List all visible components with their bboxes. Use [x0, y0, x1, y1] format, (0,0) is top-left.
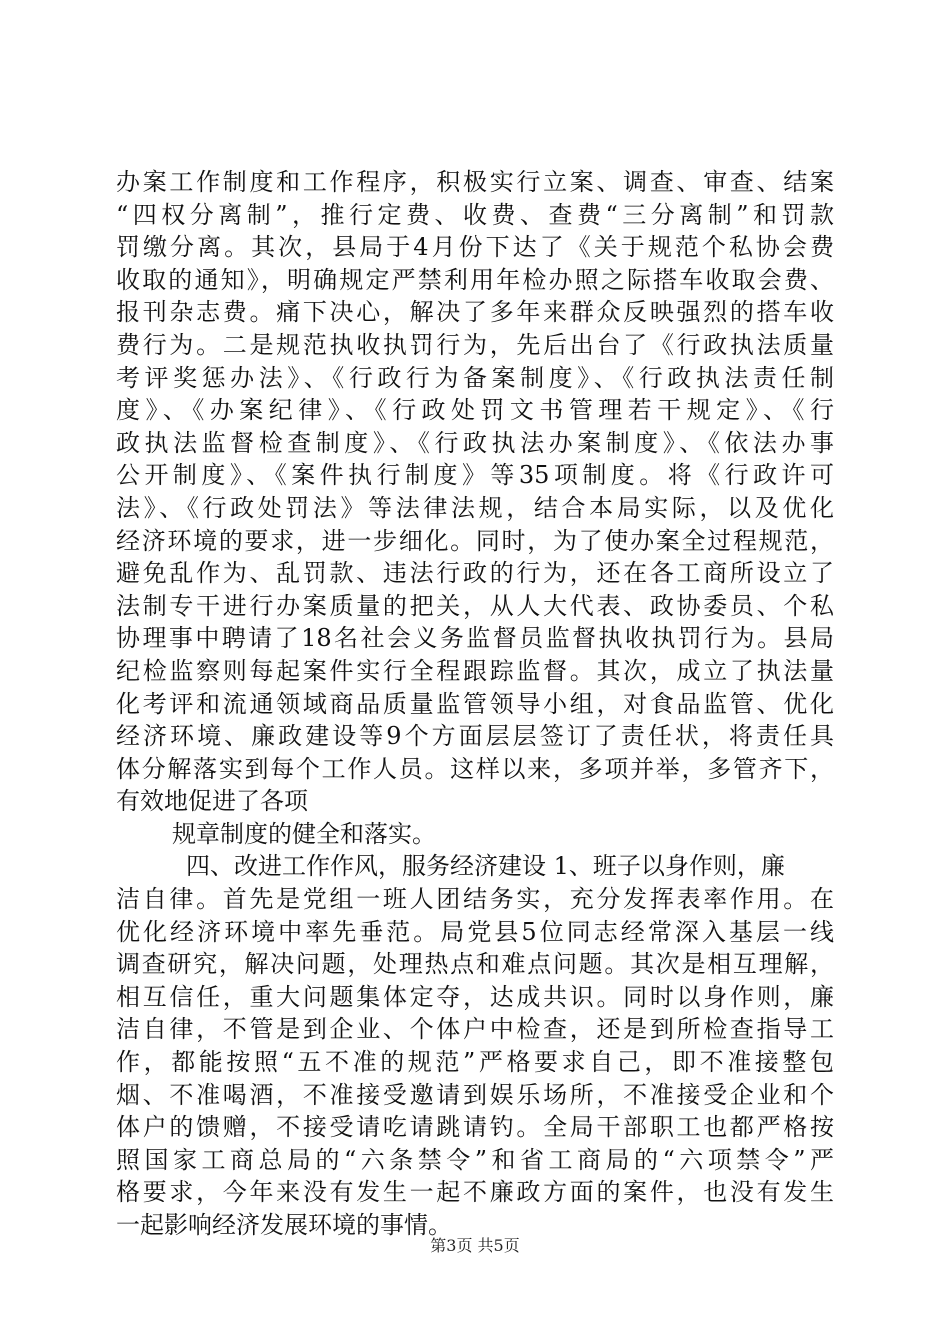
section-heading-line: 四、改进工作作风，服务经济建设 1、班子以身作则，廉	[186, 852, 785, 881]
text-line: 洁自律。首先是党组一班人团结务实，充分发挥表率作用。在	[116, 885, 834, 914]
text-line: 化考评和流通领域商品质量监管领导小组，对食品监管、优化	[116, 689, 834, 718]
text-line: 避免乱作为、乱罚款、违法行政的行为，还在各工商所设立了	[116, 559, 834, 588]
text-line: 经济环境、廉政建设等9个方面层层签订了责任状，将责任具	[116, 722, 834, 751]
text-line: 收取的通知》，明确规定严禁利用年检办照之际搭车收取会费、	[116, 265, 834, 294]
text-line: 作，都能按照“五不准的规范”严格要求自己，即不准接整包	[116, 1048, 834, 1077]
text-line: 一起影响经济发展环境的事情。	[116, 1211, 452, 1239]
text-line: 格要求，今年来没有发生一起不廉政方面的案件，也没有发生	[116, 1178, 834, 1207]
text-line: 报刊杂志费。痛下决心，解决了多年来群众反映强烈的搭车收	[116, 298, 834, 327]
text-line: 体户的馈赠，不接受请吃请跳请钓。全局干部职工也都严格按	[116, 1113, 834, 1142]
text-line: 纪检监察则每起案件实行全程跟踪监督。其次，成立了执法量	[116, 656, 834, 685]
text-line: 政执法监督检查制度》、《行政执法办案制度》、《依法办事	[116, 428, 834, 457]
text-line: 体分解落实到每个工作人员。这样以来，多项并举，多管齐下，	[116, 754, 834, 783]
text-line: 罚缴分离。其次，县局于4月份下达了《关于规范个私协会费	[116, 233, 834, 262]
text-line: 协理事中聘请了18名社会义务监督员监督执收执罚行为。县局	[116, 624, 834, 653]
text-line: 办案工作制度和工作程序，积极实行立案、调查、审查、结案	[116, 168, 834, 196]
text-line: 度》、《办案纪律》、《行政处罚文书管理若干规定》、《行	[116, 396, 834, 425]
text-line: 烟、不准喝酒，不准接受邀请到娱乐场所，不准接受企业和个	[116, 1080, 834, 1109]
text-line: 法制专干进行办案质量的把关，从人大代表、政协委员、个私	[116, 591, 834, 620]
text-line: 有效地促进了各项	[116, 787, 308, 816]
text-line: 考评奖惩办法》、《行政行为备案制度》、《行政执法责任制	[116, 363, 834, 392]
text-line: 公开制度》、《案件执行制度》等35项制度。将《行政许可	[116, 461, 834, 490]
text-line: 费行为。二是规范执收执罚行为，先后出台了《行政执法质量	[116, 330, 834, 359]
text-line: 调查研究，解决问题，处理热点和难点问题。其次是相互理解，	[116, 950, 834, 979]
text-line: “四权分离制”，推行定费、收费、查费“三分离制”和罚款	[116, 200, 834, 229]
text-line: 经济环境的要求，进一步细化。同时，为了使办案全过程规范，	[116, 526, 834, 555]
text-line: 照国家工商总局的“六条禁令”和省工商局的“六项禁令”严	[116, 1145, 834, 1174]
paragraph-first-line: 规章制度的健全和落实。	[172, 819, 436, 848]
text-line: 相互信任，重大问题集体定夺，达成共识。同时以身作则，廉	[116, 982, 834, 1011]
text-line: 优化经济环境中率先垂范。局党县5位同志经常深入基层一线	[116, 917, 834, 946]
page-number-footer: 第3页 共5页	[430, 1236, 520, 1255]
text-line: 洁自律，不管是到企业、个体户中检查，还是到所检查指导工	[116, 1015, 834, 1044]
text-line: 法》、《行政处罚法》等法律法规，结合本局实际，以及优化	[116, 493, 834, 522]
body-text	[116, 166, 834, 1242]
